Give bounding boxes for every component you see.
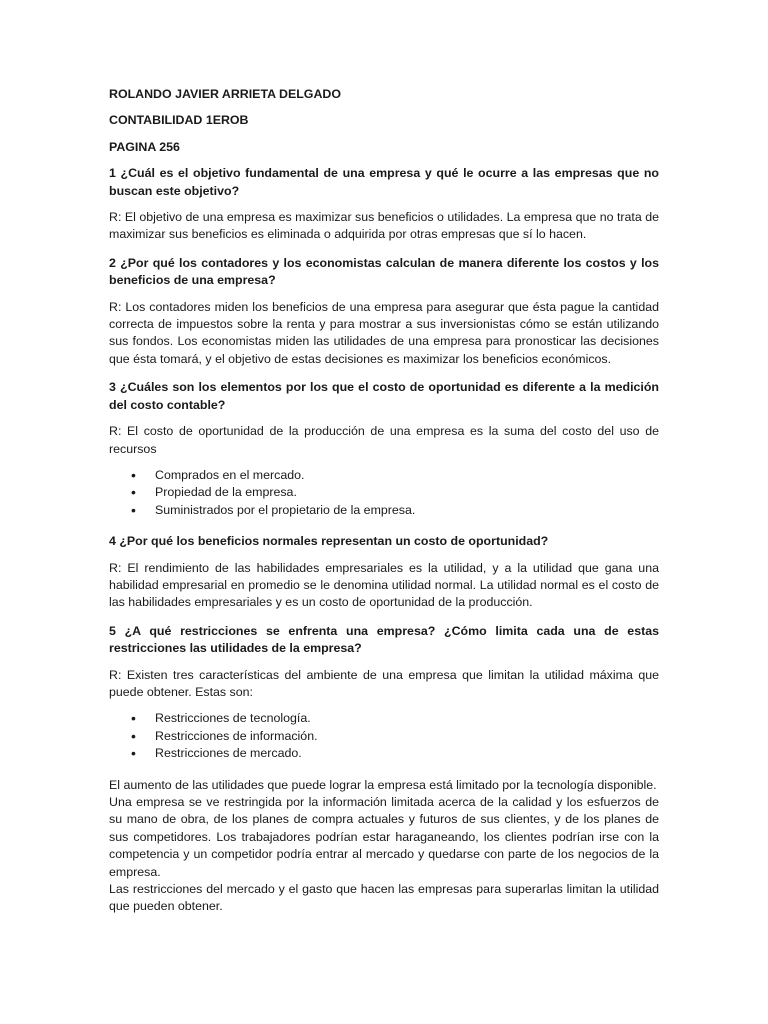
answer-5-list — [109, 710, 659, 762]
closing-paragraph-2: Una empresa se ve restringida por la información limitada acerca de la calidad y los esfuerzos de su mano de obra, de los planes de compra actuales y futuros de sus clientes, y de los planes de sus competidores. Los trabajadores podrían estar haraganeando, los clientes podrían irse con la competencia y un competidor podría entrar al mercado y quedarse con parte de los negocios de la empresa. — [109, 795, 659, 879]
closing-paragraph-1: El aumento de las utilidades que puede lograr la empresa está limitado por la tecnología disponible. — [109, 777, 657, 792]
answer-2: R: Los contadores miden los beneficios de una empresa para asegurar que ésta pague la cantidad correcta de impuestos sobre la renta y para mostrar a sus inversionistas cómo se están utilizando sus fondos. Los economistas miden las utilidades de una empresa para pronosticar las decisiones que ésta tomará, y el objetivo de estas decisiones es maximizar los beneficios económicos. — [109, 299, 659, 366]
question-2: 2 ¿Por qué los contadores y los economistas calculan de manera diferente los costos y los beneficios de una empresa? — [109, 255, 659, 288]
list-item: • Suministrados por el propietario de la empresa. — [131, 501, 416, 518]
bullet-icon: • — [131, 466, 136, 483]
list-item: • Restricciones de tecnología. — [131, 710, 311, 727]
course-name: CONTABILIDAD 1EROB — [109, 113, 249, 128]
answer-3: R: El costo de oportunidad de la producción de una empresa es la suma del costo del uso de recursos — [109, 424, 659, 456]
bullet-icon: • — [131, 501, 136, 518]
list-item: • Propiedad de la empresa. — [131, 484, 297, 501]
question-4: 4 ¿Por qué los beneficios normales representan un costo de oportunidad? — [109, 534, 549, 549]
answer-1: R: El objetivo de una empresa es maximizar sus beneficios o utilidades. La empresa que no trata de maximizar sus beneficios es eliminada o adquirida por otras empresas que sí lo hacen. — [109, 210, 659, 242]
answer-5: R: Existen tres características del ambiente de una empresa que limitan la utilidad máxima que puede obtener. Estas son: — [109, 667, 659, 699]
list-item: • Restricciones de información. — [131, 727, 318, 744]
question-1: 1 ¿Cuál es el objetivo fundamental de una empresa y qué le ocurre a las empresas que no buscan este objetivo? — [109, 166, 659, 198]
answer-3-list — [109, 467, 659, 519]
list-item: • Restricciones de mercado. — [131, 745, 302, 762]
closing-paragraph-3: Las restricciones del mercado y el gasto que hacen las empresas para superarlas limitan la utilidad que pueden obtener. — [109, 882, 659, 914]
bullet-icon: • — [131, 727, 136, 744]
list-item: • Comprados en el mercado. — [131, 466, 305, 483]
bullet-icon: • — [131, 710, 136, 727]
question-5: 5 ¿A qué restricciones se enfrenta una empresa? ¿Cómo limita cada una de estas restricciones las utilidades de la empresa? — [109, 623, 659, 656]
bullet-icon: • — [131, 745, 136, 762]
answer-4: R: El rendimiento de las habilidades empresariales es la utilidad, y a la utilidad que gana una habilidad empresarial en promedio se le denomina utilidad normal. La utilidad normal es el costo de las habilidades empresariales y es un costo de oportunidad de la producción. — [109, 560, 659, 610]
document-page — [109, 86, 659, 916]
bullet-icon: • — [131, 484, 136, 501]
question-3: 3 ¿Cuáles son los elementos por los que el costo de oportunidad es diferente a la medición del costo contable? — [109, 380, 659, 412]
page-reference: PAGINA 256 — [109, 139, 180, 154]
student-name: ROLANDO JAVIER ARRIETA DELGADO — [109, 87, 341, 101]
